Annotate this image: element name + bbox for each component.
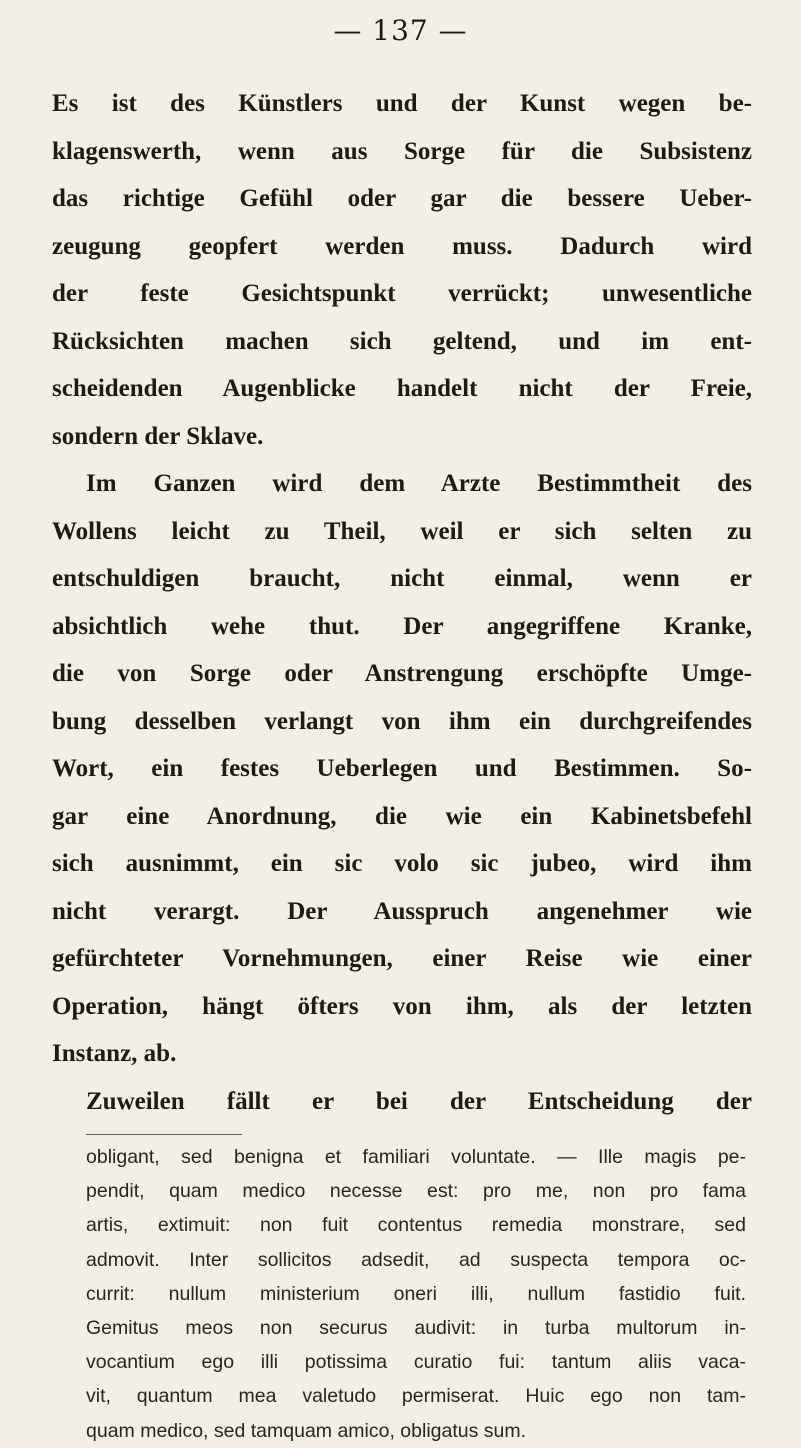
footnote-line: quam medico, sed tamquam amico, obligatus sum.	[86, 1419, 527, 1442]
main-text-line: Operation, hängt öfters von ihm, als der letzten	[52, 992, 752, 1020]
main-text-line: gefürchteter Vornehmungen, einer Reise wie einer	[52, 945, 752, 972]
main-text-line: gar eine Anordnung, die wie ein Kabinetsbefehl	[52, 802, 752, 830]
main-text-line: die von Sorge oder Anstrengung erschöpfte Umge-	[52, 660, 752, 687]
main-text-line: Zuweilen fällt er bei der Entscheidung der	[86, 1087, 752, 1115]
main-text-line: Instanz, ab.	[52, 1040, 177, 1067]
main-text-line: sich ausnimmt, ein sic volo sic jubeo, wird ihm	[52, 850, 752, 877]
footnote-line: admovit. Inter sollicitos adsedit, ad suspecta tempora oc-	[86, 1248, 746, 1271]
main-text-line: Es ist des Künstlers und der Kunst wegen be-	[52, 90, 752, 117]
footnote-line: Gemitus meos non securus audivit: in turba multorum in-	[86, 1316, 746, 1339]
footnote-line: obligant, sed benigna et familiari voluntate. — Ille magis pe-	[86, 1146, 746, 1168]
main-text-line: Rücksichten machen sich geltend, und im ent-	[52, 327, 752, 355]
main-text-line: Wort, ein festes Ueberlegen und Bestimmen. So-	[52, 755, 752, 782]
main-text-line: klagenswerth, wenn aus Sorge für die Subsistenz	[52, 137, 752, 165]
footnote-line: vocantium ego illi potissima curatio fui: tantum aliis vaca-	[86, 1351, 746, 1374]
main-text-line: Wollens leicht zu Theil, weil er sich selten zu	[52, 517, 752, 545]
footnote-line: artis, extimuit: non fuit contentus remedia monstrare, sed	[86, 1214, 746, 1237]
main-text-line: scheidenden Augenblicke handelt nicht der Freie,	[52, 375, 752, 402]
main-text-line: entschuldigen braucht, nicht einmal, wenn er	[52, 565, 752, 592]
main-text-line: zeugung geopfert werden muss. Dadurch wird	[52, 232, 752, 260]
main-text-line: Im Ganzen wird dem Arzte Bestimmtheit des	[86, 470, 752, 497]
main-text-line: absichtlich wehe thut. Der angegriffene Kranke,	[52, 612, 752, 640]
footnote-line: currit: nullum ministerium oneri illi, nullum fastidio fuit.	[86, 1282, 746, 1305]
footnote-divider	[86, 1134, 242, 1135]
footnote-line: vit, quantum mea valetudo permiserat. Huic ego non tam-	[86, 1385, 746, 1408]
footnote-block	[86, 1140, 746, 1448]
page-number: — 137 —	[333, 14, 468, 47]
main-text-line: der feste Gesichtspunkt verrückt; unwesentliche	[52, 280, 752, 307]
main-text-line: nicht verargt. Der Ausspruch angenehmer wie	[52, 897, 752, 925]
main-text-line: sondern der Sklave.	[52, 422, 264, 450]
footnote-line: pendit, quam medico necesse est: pro me, non pro fama	[86, 1180, 746, 1203]
main-text-line: bung desselben verlangt von ihm ein durchgreifendes	[52, 707, 752, 735]
main-text-line: das richtige Gefühl oder gar die bessere Ueber-	[52, 185, 752, 212]
main-text-block	[52, 80, 752, 1125]
